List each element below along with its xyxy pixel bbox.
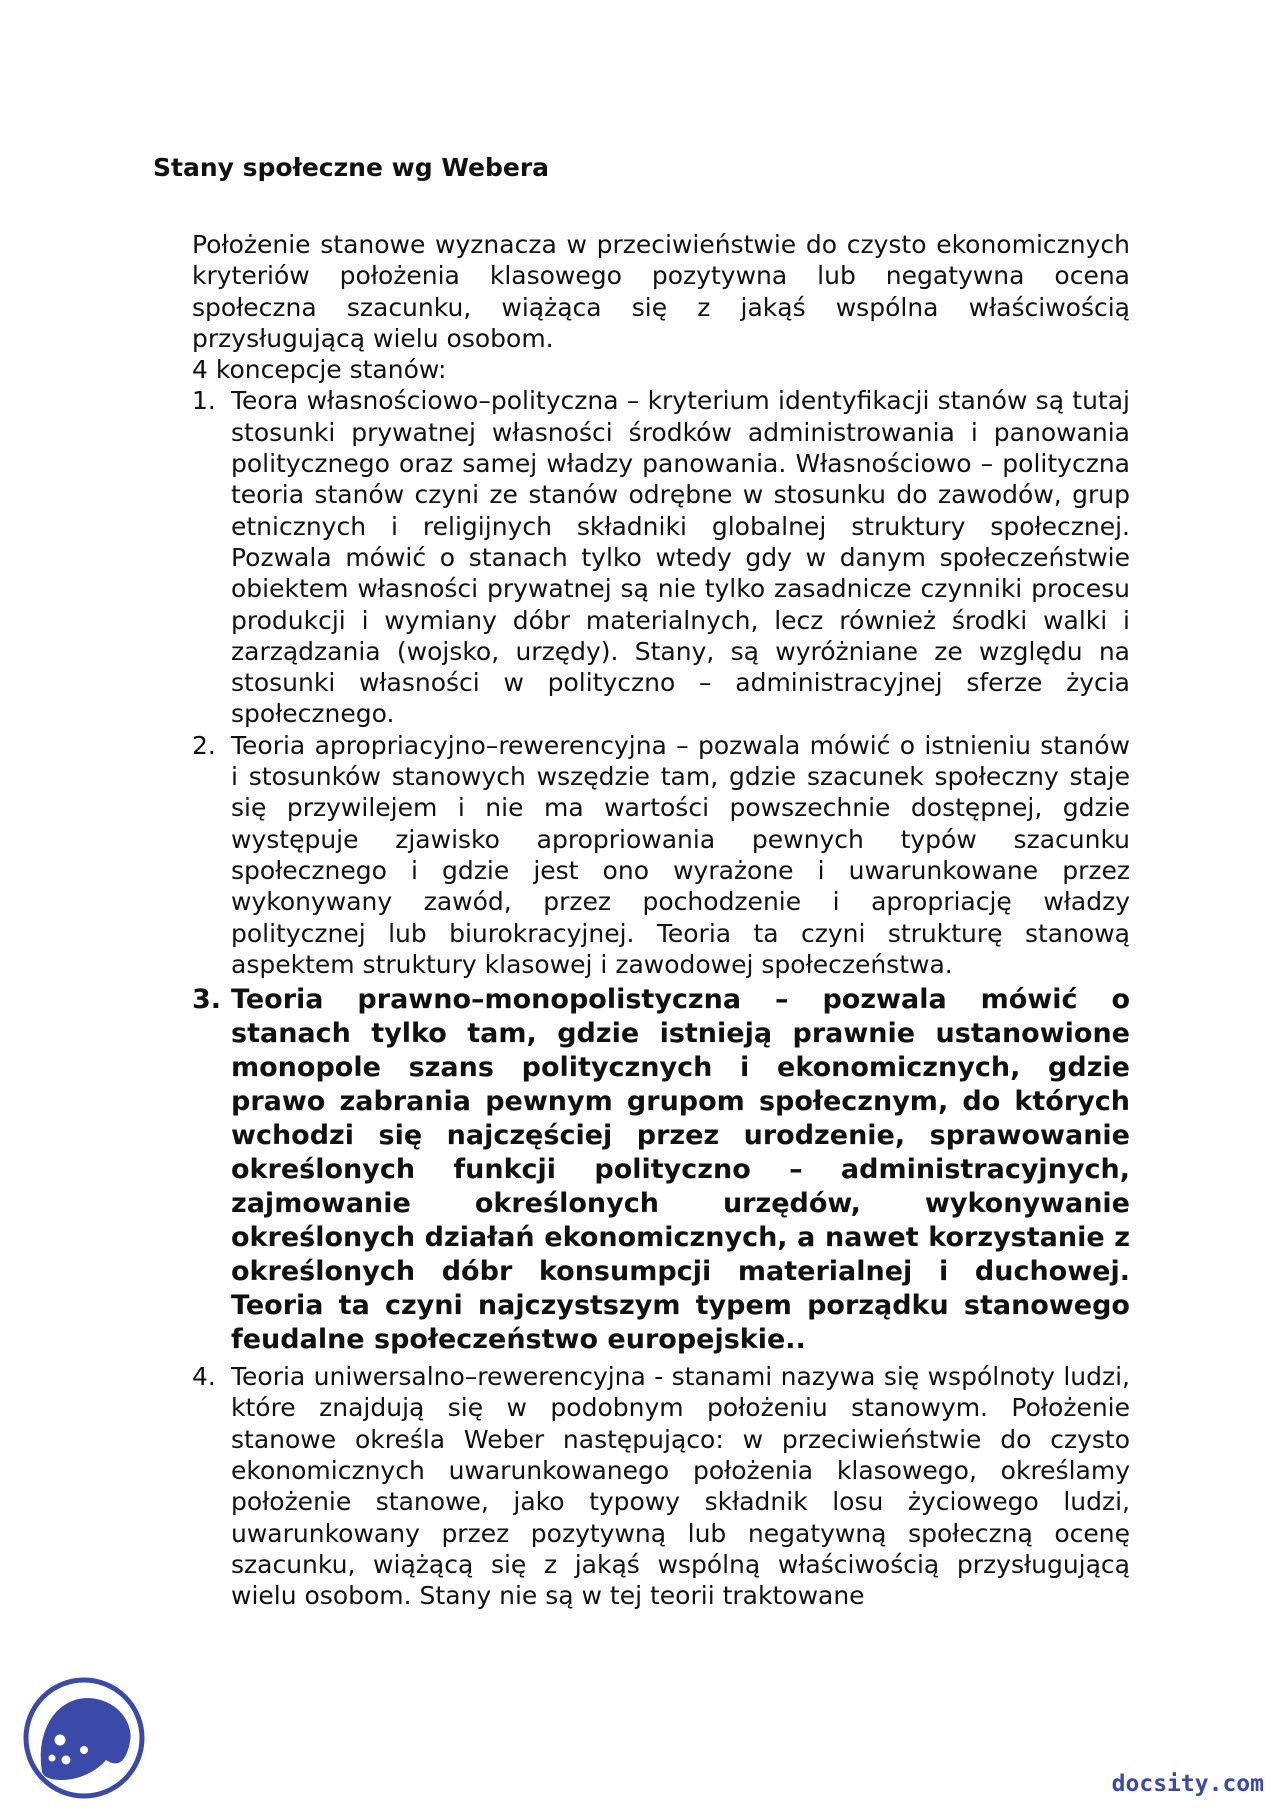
list-item-number: 3. <box>192 984 222 1016</box>
list-item <box>192 730 1130 980</box>
list-item-text: Teora własnościowo–polityczna – kryterium identyfikacji stanów są tutaj stosunki prywatnej własności środków administrowania i panowania politycznego oraz samej władzy panowania. Własnościowo – polityczna teoria stanów czyni ze stanów odrębne w stosunku do zawodów, grup etnicznych i religijnych składniki globalnej struktury społecznej. Pozwala mówić o stanach tylko wtedy gdy w danym społeczeństwie obiektem własności prywatnej są nie tylko zasadnicze czynniki procesu produkcji i wymiany dóbr materialnych, lecz również środki walki i zarządzania (wojsko, urzędy). Stany, są wyróżniane ze względu na stosunki własności w polityczno – administracyjnej sferze życia społecznego. <box>231 386 1130 729</box>
list-item-text: Teoria prawno–monopolistyczna – pozwala mówić o stanach tylko tam, gdzie istnieją prawnie ustanowione monopole szans politycznych i ekonomicznych, gdzie prawo zabrania pewnym grupom społecznym, do których wchodzi się najczęściej przez urodzenie, sprawowanie określonych funkcji polityczno – administracyjnych, zajmowanie określonych urzędów, wykonywanie określonych działań ekonomicznych, a nawet korzystanie z określonych dóbr konsumpcji materialnej i duchowej. Teoria ta czyni najczystszym typem porządku stanowego feudalne społeczeństwo europejskie.. <box>231 984 1130 1356</box>
list-item-number: 4. <box>192 1362 216 1392</box>
docsity-brand-link[interactable]: docsity.com <box>1111 1771 1264 1797</box>
page-title: Stany społeczne wg Webera <box>153 153 550 182</box>
list-item <box>192 1361 1130 1611</box>
list-intro: 4 koncepcje stanów: <box>192 355 447 385</box>
list-item-text: Teoria uniwersalno–rewerencyjna - stanami nazywa się wspólnoty ludzi, które znajdują się w podobnym położeniu stanowym. Położenie stanowe określa Weber następująco: w przeciwieństwie do czysto ekonomicznych uwarunkowanego położenia klasowego, określamy położenie stanowe, jako typowy składnik losu życiowego ludzi, uwarunkowany przez pozytywną lub negatywną społeczną ocenę szacunku, wiążącą się z jakąś wspólną właściwością przysługującą wielu osobom. Stany nie są w tej teorii traktowane <box>231 1362 1130 1611</box>
docsity-logo-icon[interactable] <box>22 1676 147 1801</box>
list-item-text: Teoria apropriacyjno–rewerencyjna – pozwala mówić o istnieniu stanów i stosunków stanowych wszędzie tam, gdzie szacunek społeczny staje się przywilejem i nie ma wartości powszechnie dostępnej, gdzie występuje zjawisko apropriowania pewnych typów szacunku społecznego i gdzie jest ono wyrażone i uwarunkowane przez wykonywany zawód, przez pochodzenie i apropriację władzy politycznej lub biurokracyjnej. Teoria ta czyni strukturę stanową aspektem struktury klasowej i zawodowej społeczeństwa. <box>231 730 1130 979</box>
list-item <box>192 385 1130 729</box>
list-item-number: 1. <box>192 386 216 416</box>
list-item-number: 2. <box>192 730 216 760</box>
theories-list <box>192 385 1130 1611</box>
list-item <box>192 980 1130 1361</box>
intro-paragraph: Położenie stanowe wyznacza w przeciwieństwie do czysto ekonomicznych kryteriów położenia klasowego pozytywna lub negatywna ocena społeczna szacunku, wiążąca się z jakąś wspólna właściwością przysługującą wielu osobom. <box>192 230 1130 353</box>
document-body <box>192 229 1130 1612</box>
